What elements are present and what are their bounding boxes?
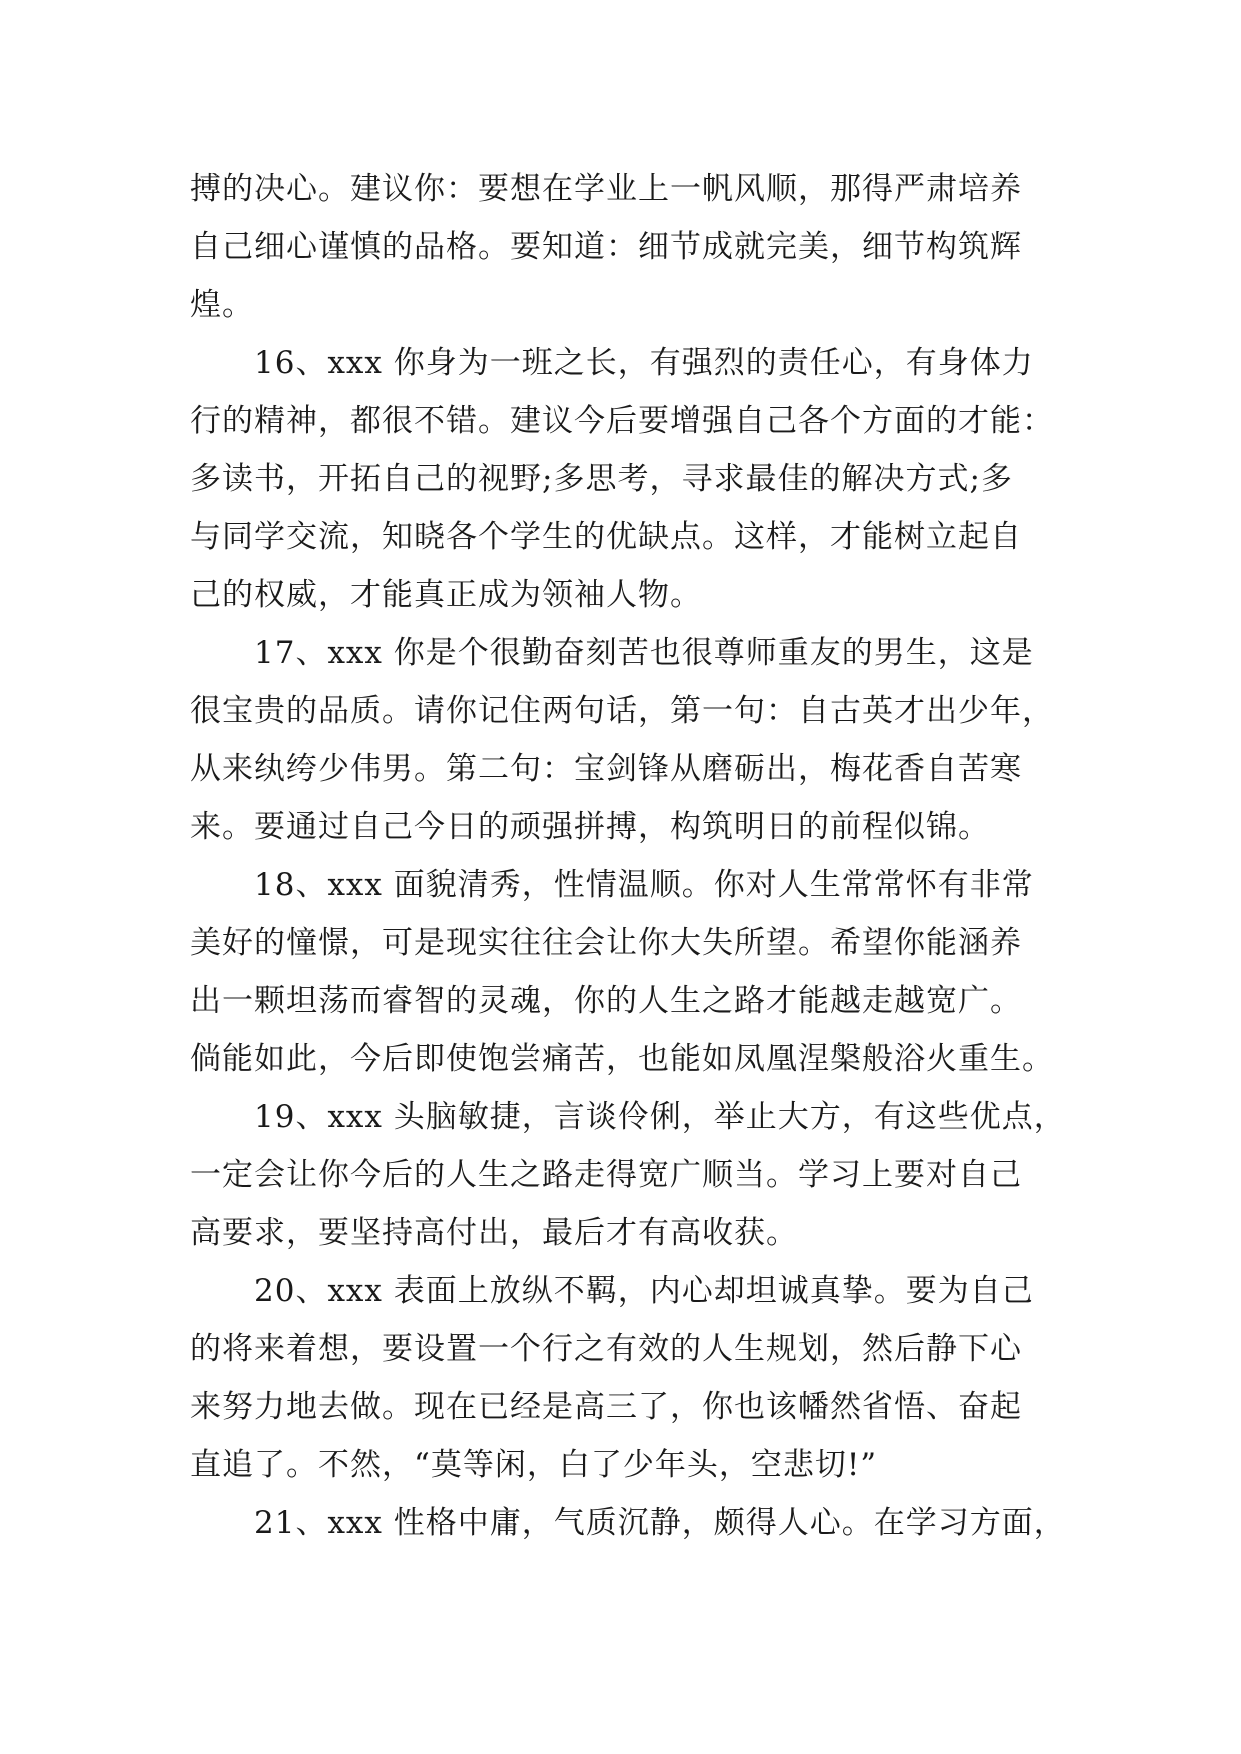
text-line: 自己细心谨慎的品格。要知道：细节成就完美，细节构筑辉: [190, 229, 1022, 265]
document-body: [190, 160, 1066, 1552]
text-line: 美好的憧憬，可是现实往往会让你大失所望。希望你能涵养: [190, 925, 1022, 961]
paragraph-start-19: 19、xxx 头脑敏捷，言谈伶俐，举止大方，有这些优点，: [254, 1099, 1066, 1135]
text-line: 多读书，开拓自己的视野;多思考，寻求最佳的解决方式;多: [190, 461, 1013, 497]
paragraph-start-16: 16、xxx 你身为一班之长，有强烈的责任心，有身体力: [254, 345, 1034, 381]
paragraph-start-18: 18、xxx 面貌清秀，性情温顺。你对人生常常怀有非常: [254, 867, 1034, 903]
text-line: 直追了。不然，“莫等闲，白了少年头，空悲切!”: [190, 1447, 878, 1483]
text-line: 与同学交流，知晓各个学生的优缺点。这样，才能树立起自: [190, 519, 1022, 555]
paragraph-start-20: 20、xxx 表面上放纵不羁，内心却坦诚真挚。要为自己: [254, 1273, 1034, 1309]
text-line: 很宝贵的品质。请你记住两句话，第一句：自古英才出少年，: [190, 693, 1054, 729]
text-line: 行的精神，都很不错。建议今后要增强自己各个方面的才能：: [190, 403, 1054, 439]
text-line: 高要求，要坚持高付出，最后才有高收获。: [190, 1215, 798, 1251]
text-line: 来。要通过自己今日的顽强拼搏，构筑明日的前程似锦。: [190, 809, 990, 845]
text-line: 从来纨绔少伟男。第二句：宝剑锋从磨砺出，梅花香自苦寒: [190, 751, 1022, 787]
paragraph-start-21: 21、xxx 性格中庸，气质沉静，颇得人心。在学习方面，: [254, 1505, 1066, 1541]
text-line: 出一颗坦荡而睿智的灵魂，你的人生之路才能越走越宽广。: [190, 983, 1022, 1019]
paragraph-start-17: 17、xxx 你是个很勤奋刻苦也很尊师重友的男生，这是: [254, 635, 1034, 671]
text-line: 煌。: [190, 287, 254, 323]
text-line: 的将来着想，要设置一个行之有效的人生规划，然后静下心: [190, 1331, 1022, 1367]
text-line: 倘能如此，今后即使饱尝痛苦，也能如凤凰涅槃般浴火重生。: [190, 1041, 1054, 1077]
text-line: 搏的决心。建议你：要想在学业上一帆风顺，那得严肃培养: [190, 171, 1022, 207]
text-line: 一定会让你今后的人生之路走得宽广顺当。学习上要对自己: [190, 1157, 1022, 1193]
text-line: 来努力地去做。现在已经是高三了，你也该幡然省悟、奋起: [190, 1389, 1022, 1425]
text-line: 己的权威，才能真正成为领袖人物。: [190, 577, 702, 613]
